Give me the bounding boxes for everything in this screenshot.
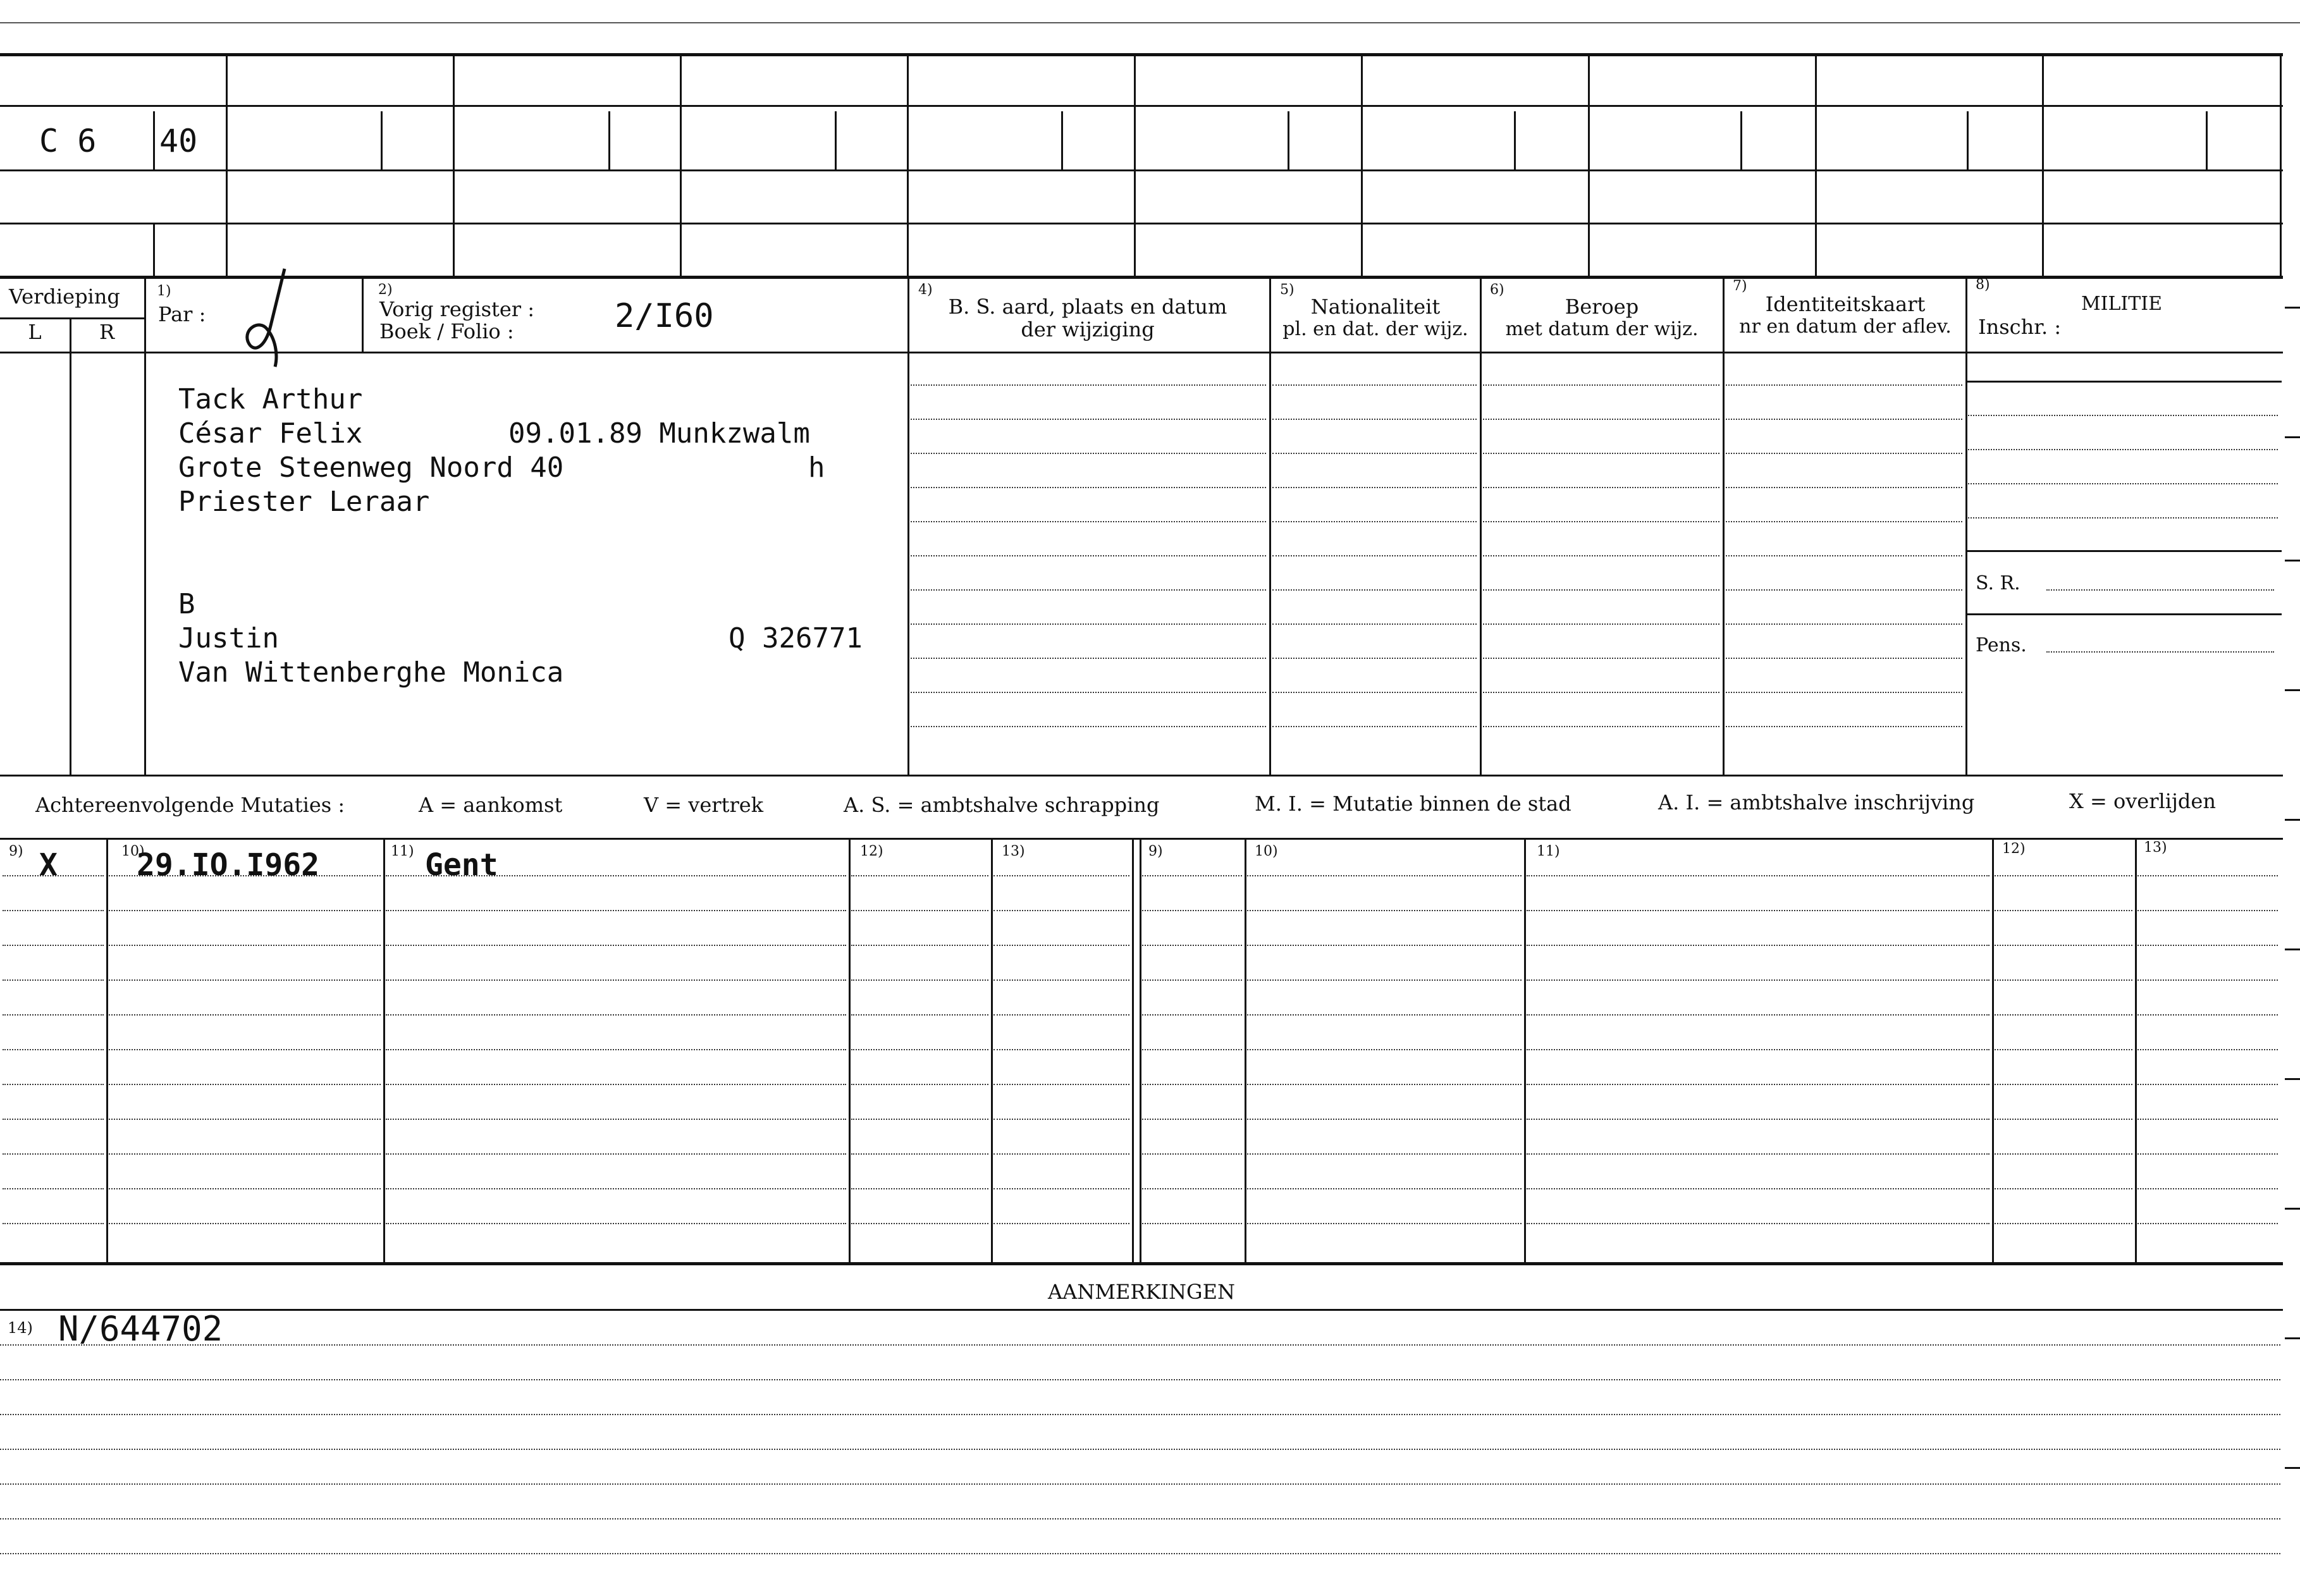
- edge-tick: [2285, 1467, 2300, 1469]
- mut-col-num: 11): [391, 844, 414, 859]
- dotted-rule: [3, 1084, 104, 1085]
- dotted-rule: [851, 1014, 988, 1016]
- top-grid-vline: [907, 53, 909, 276]
- dotted-rule: [1483, 419, 1719, 420]
- militie-line: [1965, 381, 2282, 383]
- vline-par: [144, 276, 146, 775]
- dotted-rule: [386, 1223, 846, 1224]
- top-grid-line-3: [0, 223, 2283, 224]
- top-grid-subline: [1514, 111, 1516, 169]
- dotted-rule: [1272, 384, 1477, 386]
- militie-sr-line: [2046, 589, 2274, 591]
- vline-militie: [1965, 276, 1967, 775]
- legend-mi: M. I. = Mutatie binnen de stad: [1255, 792, 1571, 816]
- vline-lr: [70, 317, 71, 775]
- dotted-rule: [851, 1049, 988, 1050]
- top-grid-vline: [2280, 53, 2282, 276]
- top-grid-bottom: [0, 276, 2283, 279]
- boek-folio-label: Boek / Folio :: [379, 319, 514, 343]
- dotted-rule: [2137, 979, 2278, 981]
- dotted-rule: [0, 1553, 2280, 1554]
- dotted-rule: [1726, 384, 1962, 386]
- dotted-rule: [2137, 1223, 2278, 1224]
- mutation-place: Gent: [425, 847, 498, 883]
- dotted-rule: [1247, 1188, 1522, 1189]
- dotted-rule: [851, 1223, 988, 1224]
- edge-tick: [2285, 560, 2300, 562]
- dotted-rule: [1527, 910, 1989, 911]
- id-header-2: nr en datum der aflev.: [1739, 316, 1952, 338]
- top-grid-subline: [835, 111, 837, 169]
- nat-header-1: Nationaliteit: [1310, 295, 1441, 319]
- dotted-rule: [1527, 875, 1989, 876]
- militie-inschr: Inschr. :: [1978, 315, 2062, 339]
- dotted-rule: [109, 1188, 381, 1189]
- beroep-header-1: Beroep: [1565, 295, 1639, 319]
- militie-pens-line: [2046, 651, 2274, 653]
- dotted-rule: [1968, 449, 2278, 450]
- dotted-rule: [993, 1119, 1129, 1120]
- top-grid-vline: [453, 53, 455, 276]
- mutations-bottom: [0, 1262, 2283, 1265]
- dotted-rule: [993, 1188, 1129, 1189]
- vline-register: [362, 276, 364, 352]
- dotted-rule: [109, 979, 381, 981]
- dotted-rule: [851, 1119, 988, 1120]
- top-grid-subline: [381, 111, 383, 169]
- dotted-rule: [1995, 1153, 2132, 1155]
- dotted-rule: [1272, 487, 1477, 488]
- dotted-rule: [1995, 1119, 2132, 1120]
- mut-col-num: 11): [1537, 844, 1560, 859]
- dotted-rule: [2137, 875, 2278, 876]
- dotted-rule: [0, 1483, 2280, 1485]
- top-grid-vline: [1134, 53, 1136, 276]
- dotted-rule: [993, 1049, 1129, 1050]
- dotted-rule: [1995, 1014, 2132, 1016]
- dotted-rule: [109, 910, 381, 911]
- dotted-rule: [851, 1188, 988, 1189]
- dotted-rule: [911, 384, 1266, 386]
- top-grid-vline: [680, 53, 682, 276]
- dotted-rule: [1142, 1014, 1242, 1016]
- dotted-rule: [911, 487, 1266, 488]
- dotted-rule: [3, 1188, 104, 1189]
- mut-vline: [2135, 838, 2137, 1262]
- remarks-header-line: [0, 1309, 2283, 1311]
- dotted-rule: [851, 1084, 988, 1085]
- remarks-value: N/644702: [58, 1309, 223, 1349]
- dotted-rule: [911, 521, 1266, 522]
- edge-tick: [2285, 819, 2300, 821]
- edge-tick: [2285, 307, 2300, 309]
- dotted-rule: [1142, 945, 1242, 946]
- dotted-rule: [911, 692, 1266, 693]
- legend-as: A. S. = ambtshalve schrapping: [844, 793, 1160, 817]
- person-father: Justin: [178, 622, 279, 654]
- dotted-rule: [1483, 453, 1719, 454]
- dotted-rule: [1726, 692, 1962, 693]
- dotted-rule: [109, 875, 381, 876]
- dotted-rule: [1142, 910, 1242, 911]
- dotted-rule: [386, 1188, 846, 1189]
- dotted-rule: [1142, 1223, 1242, 1224]
- dotted-rule: [0, 1379, 2280, 1380]
- top-grid-vline: [1588, 53, 1590, 276]
- mut-vline: [1992, 838, 1994, 1262]
- mut-vline: [849, 838, 851, 1262]
- dotted-rule: [911, 589, 1266, 591]
- dotted-rule: [386, 1084, 846, 1085]
- dotted-rule: [1483, 589, 1719, 591]
- beroep-header-2: met datum der wijz.: [1505, 318, 1699, 340]
- dotted-rule: [1726, 555, 1962, 556]
- legend-x: X = overlijden: [2069, 789, 2216, 813]
- dotted-rule: [1527, 1084, 1989, 1085]
- dotted-rule: [1995, 1049, 2132, 1050]
- dotted-rule: [1995, 945, 2132, 946]
- edge-tick: [2285, 1078, 2300, 1080]
- edge-tick: [2285, 689, 2300, 691]
- dotted-rule: [911, 453, 1266, 454]
- dotted-rule: [1968, 415, 2278, 416]
- remarks-title: AANMERKINGEN: [1048, 1280, 1235, 1304]
- dotted-rule: [3, 1014, 104, 1016]
- dotted-rule: [993, 1014, 1129, 1016]
- mut-col-num: 13): [2144, 840, 2167, 856]
- dotted-rule: [1995, 910, 2132, 911]
- dotted-rule: [851, 910, 988, 911]
- mut-col-num: 12): [860, 844, 883, 859]
- dotted-rule: [1247, 945, 1522, 946]
- dotted-rule: [1726, 521, 1962, 522]
- dotted-rule: [3, 1153, 104, 1155]
- mut-col-num: 13): [1002, 844, 1025, 859]
- vline-id: [1723, 276, 1725, 775]
- dotted-rule: [1247, 979, 1522, 981]
- top-grid-subline: [153, 223, 155, 276]
- dotted-rule: [1483, 623, 1719, 625]
- mut-vline: [106, 838, 108, 1262]
- dotted-rule: [0, 1518, 2280, 1519]
- verdieping-l: L: [28, 320, 42, 344]
- top-grid-line-1: [0, 105, 2283, 107]
- dotted-rule: [851, 945, 988, 946]
- dotted-rule: [1247, 1014, 1522, 1016]
- dotted-rule: [1995, 875, 2132, 876]
- edge-tick: [2285, 1337, 2300, 1339]
- dotted-rule: [109, 1119, 381, 1120]
- dotted-rule: [109, 945, 381, 946]
- dotted-rule: [851, 979, 988, 981]
- militie-line: [1965, 613, 2282, 615]
- mut-col-num: 9): [9, 844, 23, 859]
- register-value: 2/I60: [615, 297, 714, 335]
- bs-header-1: B. S. aard, plaats en datum: [948, 295, 1227, 319]
- verdieping-divider: [0, 317, 144, 319]
- mut-vline: [1524, 838, 1526, 1262]
- dotted-rule: [2137, 1119, 2278, 1120]
- dotted-rule: [993, 1223, 1129, 1224]
- dotted-rule: [1142, 1188, 1242, 1189]
- mutations-top: [0, 838, 2283, 840]
- dotted-rule: [1483, 658, 1719, 659]
- dotted-rule: [1247, 1049, 1522, 1050]
- mut-vline: [1132, 838, 1134, 1262]
- edge-tick: [2285, 1208, 2300, 1210]
- top-grid-line-2: [0, 169, 2283, 171]
- dotted-rule: [1483, 692, 1719, 693]
- dotted-rule: [0, 1449, 2280, 1450]
- dotted-rule: [1247, 875, 1522, 876]
- dotted-rule: [1247, 910, 1522, 911]
- dotted-rule: [1527, 1119, 1989, 1120]
- dotted-rule: [1142, 979, 1242, 981]
- dotted-rule: [1726, 453, 1962, 454]
- top-grid-subline: [1740, 111, 1742, 169]
- vorig-register-label: Vorig register :: [379, 297, 535, 321]
- dotted-rule: [1968, 517, 2278, 519]
- dotted-rule: [109, 1084, 381, 1085]
- dotted-rule: [1527, 1223, 1989, 1224]
- dotted-rule: [1483, 555, 1719, 556]
- nat-header-2: pl. en dat. der wijz.: [1282, 318, 1468, 340]
- dotted-rule: [2137, 910, 2278, 911]
- dotted-rule: [2137, 945, 2278, 946]
- top-grid-cell-2: 40: [159, 123, 198, 159]
- person-occupation: Priester Leraar: [178, 486, 430, 518]
- dotted-rule: [1142, 1049, 1242, 1050]
- legend-a: A = aankomst: [419, 793, 563, 817]
- mut-col-num: 12): [2002, 841, 2026, 857]
- dotted-rule: [386, 979, 846, 981]
- dotted-rule: [1726, 419, 1962, 420]
- dotted-rule: [3, 1049, 104, 1050]
- dotted-rule: [1726, 589, 1962, 591]
- militie-pens: Pens.: [1976, 634, 2027, 656]
- edge-tick: [2285, 436, 2300, 438]
- dotted-rule: [3, 875, 104, 876]
- dotted-rule: [1527, 1049, 1989, 1050]
- edge-tick: [2285, 948, 2300, 950]
- militie-sr: S. R.: [1976, 572, 2020, 594]
- person-name: Tack Arthur: [178, 383, 363, 415]
- top-grid-vline: [226, 53, 228, 276]
- dotted-rule: [1995, 1223, 2132, 1224]
- person-id-number: Q 326771: [729, 622, 863, 654]
- dotted-rule: [386, 875, 846, 876]
- footnote-5: 5): [1280, 282, 1295, 298]
- legend-ai: A. I. = ambtshalve inschrijving: [1658, 790, 1975, 814]
- dotted-rule: [911, 419, 1266, 420]
- dotted-rule: [109, 1153, 381, 1155]
- dotted-rule: [993, 1153, 1129, 1155]
- dotted-rule: [1142, 1119, 1242, 1120]
- person-address: Grote Steenweg Noord 40: [178, 451, 564, 484]
- top-grid-vline: [1815, 53, 1817, 276]
- dotted-rule: [993, 945, 1129, 946]
- dotted-rule: [851, 875, 988, 876]
- dotted-rule: [1527, 1188, 1989, 1189]
- top-grid-vline: [2042, 53, 2044, 276]
- person-marker-b: B: [178, 588, 195, 620]
- dotted-rule: [1726, 658, 1962, 659]
- footnote-2: 2): [378, 282, 393, 298]
- mut-vline: [1245, 838, 1246, 1262]
- footnote-7: 7): [1733, 278, 1747, 294]
- dotted-rule: [1483, 487, 1719, 488]
- dotted-rule: [1968, 483, 2278, 484]
- dotted-rule: [1142, 875, 1242, 876]
- dotted-rule: [1726, 487, 1962, 488]
- dotted-rule: [2137, 1014, 2278, 1016]
- dotted-rule: [386, 1049, 846, 1050]
- person-marker-h: h: [808, 451, 825, 484]
- dotted-rule: [1247, 1153, 1522, 1155]
- dotted-rule: [1726, 726, 1962, 727]
- header-bottom-line: [0, 352, 2283, 353]
- footnote-6: 6): [1490, 282, 1504, 298]
- dotted-rule: [2137, 1188, 2278, 1189]
- dotted-rule: [1247, 1119, 1522, 1120]
- dotted-rule: [2137, 1153, 2278, 1155]
- dotted-rule: [109, 1049, 381, 1050]
- par-handwritten-mark: [240, 266, 304, 373]
- dotted-rule: [2137, 1084, 2278, 1085]
- dotted-rule: [993, 979, 1129, 981]
- top-grid-subline: [1967, 111, 1969, 169]
- mut-col-num: 9): [1148, 844, 1163, 859]
- top-border: [0, 53, 2283, 56]
- top-grid-cell-1: C 6: [39, 123, 97, 159]
- dotted-rule: [911, 623, 1266, 625]
- person-birth: 09.01.89 Munkzwalm: [508, 417, 810, 450]
- legend-title: Achtereenvolgende Mutaties :: [35, 793, 345, 817]
- dotted-rule: [1272, 419, 1477, 420]
- militie-title: MILITIE: [2081, 293, 2163, 315]
- mut-col-num: 10): [121, 844, 145, 859]
- dotted-rule: [386, 1153, 846, 1155]
- verdieping-label: Verdieping: [9, 285, 120, 309]
- dotted-rule: [109, 1014, 381, 1016]
- id-header-1: Identiteitskaart: [1765, 292, 1926, 316]
- top-grid-subline: [608, 111, 610, 169]
- footnote-8: 8): [1976, 277, 1990, 293]
- dotted-rule: [1247, 1223, 1522, 1224]
- dotted-rule: [1247, 1084, 1522, 1085]
- top-grid-subline: [2206, 111, 2208, 169]
- bs-header-2: der wijziging: [1021, 317, 1155, 341]
- dotted-rule: [0, 1344, 2280, 1346]
- person-given-names: César Felix: [178, 417, 363, 450]
- verdieping-r: R: [99, 320, 115, 344]
- dotted-rule: [3, 1223, 104, 1224]
- militie-line: [1965, 550, 2282, 552]
- dotted-rule: [0, 1414, 2280, 1415]
- dotted-rule: [1272, 589, 1477, 591]
- person-block-bottom: [0, 775, 2283, 777]
- vline-nat: [1269, 276, 1271, 775]
- person-mother: Van Wittenberghe Monica: [178, 656, 564, 689]
- top-edge-line: [0, 22, 2300, 23]
- dotted-rule: [386, 1119, 846, 1120]
- top-grid-vline: [1361, 53, 1363, 276]
- dotted-rule: [1527, 945, 1989, 946]
- dotted-rule: [1995, 1188, 2132, 1189]
- par-label: Par :: [158, 302, 206, 326]
- dotted-rule: [1272, 623, 1477, 625]
- dotted-rule: [1272, 453, 1477, 454]
- dotted-rule: [1527, 1153, 1989, 1155]
- remarks-number: 14): [8, 1319, 33, 1337]
- dotted-rule: [2137, 1049, 2278, 1050]
- dotted-rule: [1726, 623, 1962, 625]
- dotted-rule: [851, 1153, 988, 1155]
- dotted-rule: [1272, 555, 1477, 556]
- dotted-rule: [911, 726, 1266, 727]
- vline-beroep: [1480, 276, 1482, 775]
- mut-vline: [1140, 838, 1141, 1262]
- dotted-rule: [1995, 1084, 2132, 1085]
- dotted-rule: [993, 1084, 1129, 1085]
- dotted-rule: [1142, 1153, 1242, 1155]
- dotted-rule: [386, 1014, 846, 1016]
- mut-vline: [991, 838, 993, 1262]
- mutation-date: 29.IO.I962: [137, 847, 319, 883]
- mut-vline: [383, 838, 385, 1262]
- dotted-rule: [3, 979, 104, 981]
- dotted-rule: [993, 910, 1129, 911]
- dotted-rule: [386, 910, 846, 911]
- dotted-rule: [109, 1223, 381, 1224]
- dotted-rule: [993, 875, 1129, 876]
- dotted-rule: [1483, 726, 1719, 727]
- mutation-type: X: [39, 847, 58, 883]
- dotted-rule: [1527, 979, 1989, 981]
- top-grid-subline: [153, 111, 155, 169]
- dotted-rule: [1272, 726, 1477, 727]
- footnote-1: 1): [157, 283, 171, 299]
- dotted-rule: [1995, 979, 2132, 981]
- dotted-rule: [386, 945, 846, 946]
- mut-col-num: 10): [1255, 844, 1278, 859]
- dotted-rule: [1483, 521, 1719, 522]
- dotted-rule: [3, 910, 104, 911]
- footnote-4: 4): [918, 282, 933, 298]
- top-grid-subline: [1061, 111, 1063, 169]
- vline-bs: [907, 276, 909, 775]
- legend-v: V = vertrek: [644, 793, 764, 817]
- dotted-rule: [3, 1119, 104, 1120]
- dotted-rule: [1527, 1014, 1989, 1016]
- dotted-rule: [911, 555, 1266, 556]
- dotted-rule: [1272, 521, 1477, 522]
- dotted-rule: [1272, 692, 1477, 693]
- dotted-rule: [1272, 658, 1477, 659]
- dotted-rule: [1142, 1084, 1242, 1085]
- dotted-rule: [3, 945, 104, 946]
- dotted-rule: [911, 658, 1266, 659]
- dotted-rule: [1483, 384, 1719, 386]
- top-grid-subline: [1288, 111, 1289, 169]
